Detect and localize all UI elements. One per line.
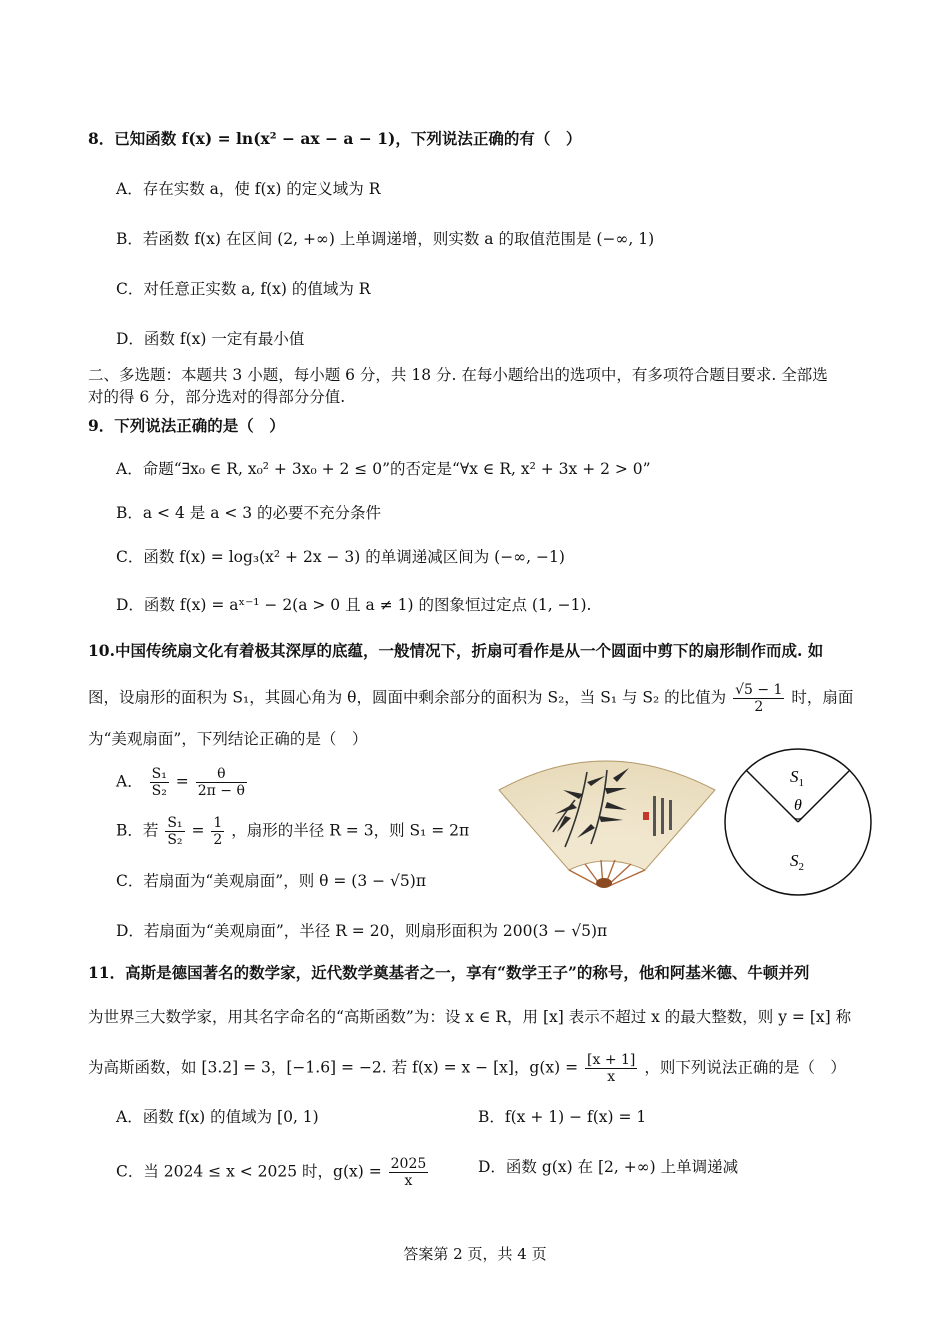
q11-option-d: D．函数 g(x) 在 [2, +∞) 上单调递减 bbox=[478, 1158, 739, 1176]
section2-heading-line2: 对的得 6 分，部分选对的得部分分值. bbox=[88, 388, 346, 406]
q10-option-b-pre: B．若 bbox=[116, 821, 159, 840]
q8-option-c: C．对任意正实数 a, f(x) 的值域为 R bbox=[116, 280, 371, 298]
q8-option-a: A．存在实数 a，使 f(x) 的定义域为 R bbox=[116, 180, 381, 198]
q8-option-d: D．函数 f(x) 一定有最小值 bbox=[116, 330, 305, 348]
q10-a-right-fraction bbox=[196, 766, 247, 799]
q11-line2: 为世界三大数学家，用其名字命名的“高斯函数”为：设 x ∈ R，用 [x] 表示不超过 x 的最大整数，则 y = [x] 称 bbox=[88, 1008, 852, 1026]
q10-b-right-fraction bbox=[211, 815, 224, 848]
q10-b-right-den: 2 bbox=[213, 832, 223, 848]
golden-ratio-fraction bbox=[733, 682, 784, 715]
q10-line2 bbox=[88, 682, 853, 715]
q11-c-num: 2025 bbox=[390, 1156, 427, 1172]
q10-b-left-den: S₂ bbox=[167, 832, 183, 848]
q11-line1: 11．高斯是德国著名的数学家，近代数学奠基者之一，享有“数学王子”的称号，他和阿基米德、牛顿并列 bbox=[88, 963, 810, 982]
q11-option-a: A．函数 f(x) 的值域为 [0, 1) bbox=[116, 1108, 319, 1126]
q10-a-left-den: S₂ bbox=[151, 783, 167, 799]
q11-line3 bbox=[88, 1052, 846, 1085]
q10-option-b-post: ，扇形的半径 R = 3，则 S₁ = 2π bbox=[231, 821, 470, 840]
q9-option-b: B．a < 4 是 a < 3 的必要不充分条件 bbox=[116, 504, 382, 522]
q8-option-b: B．若函数 f(x) 在区间 (2, +∞) 上单调递增，则实数 a 的取值范围是 (−∞, 1) bbox=[116, 230, 655, 248]
q10-a-left-fraction bbox=[150, 766, 169, 799]
q10-a-right-num: θ bbox=[196, 766, 247, 783]
q10-b-right-num: 1 bbox=[213, 815, 223, 831]
folding-fan-image bbox=[495, 752, 720, 892]
q10-line1: 10.中国传统扇文化有着极其深厚的底蕴，一般情况下，折扇可看作是从一个圆面中剪下的扇形制作而成. 如 bbox=[88, 641, 824, 660]
q10-option-a bbox=[116, 766, 249, 799]
label-s1: $S_1$ bbox=[790, 767, 804, 789]
q10-option-d: D．若扇面为“美观扇面”，半径 R = 20，则扇形面积为 200(3 − √5)π bbox=[116, 922, 608, 940]
q9-option-c: C．函数 f(x) = log₃(x² + 2x − 3) 的单调递减区间为 (−∞, −1) bbox=[116, 548, 565, 566]
q10-line2-pre: 图，设扇形的面积为 S₁，其圆心角为 θ，圆面中剩余部分的面积为 S₂，当 S₁ 与 S₂ 的比值为 bbox=[88, 688, 727, 707]
q10-option-c: C．若扇面为“美观扇面”，则 θ = (3 − √5)π bbox=[116, 872, 427, 890]
q10-a-eq: = bbox=[175, 772, 189, 791]
q11-c-fraction bbox=[389, 1156, 429, 1189]
g-definition-den: x bbox=[607, 1069, 616, 1085]
q10-option-a-label: A． bbox=[116, 772, 143, 791]
q10-b-eq: = bbox=[191, 821, 205, 840]
q10-line2-post: 时，扇面 bbox=[791, 688, 854, 707]
q10-option-b bbox=[116, 815, 469, 848]
q11-c-den: x bbox=[404, 1173, 413, 1189]
q11-option-c bbox=[116, 1156, 430, 1189]
q10-b-left-num: S₁ bbox=[167, 815, 183, 831]
label-s2: $S_2$ bbox=[790, 851, 804, 873]
section2-heading-line1: 二、多选题：本题共 3 小题，每小题 6 分，共 18 分. 在每小题给出的选项中，有多项符合题目要求. 全部选 bbox=[88, 366, 828, 384]
q10-a-right-den: 2π − θ bbox=[197, 783, 245, 799]
q9-stem: 9．下列说法正确的是（ ） bbox=[88, 416, 285, 435]
label-theta: θ bbox=[794, 797, 802, 814]
g-definition-fraction bbox=[585, 1052, 637, 1085]
g-definition-num: [x + 1] bbox=[587, 1052, 636, 1068]
q11-line3-post: ，则下列说法正确的是（ ） bbox=[644, 1058, 846, 1077]
q10-a-left-num: S₁ bbox=[151, 766, 167, 782]
q9-option-a: A．命题“∃x₀ ∈ R, x₀² + 3x₀ + 2 ≤ 0”的否定是“∀x ∈ R, x² + 3x + 2 > 0” bbox=[116, 460, 651, 478]
q11-line3-pre: 为高斯函数，如 [3.2] = 3，[−1.6] = −2. 若 f(x) = x − [x]，g(x) = bbox=[88, 1058, 579, 1077]
golden-ratio-denominator: 2 bbox=[754, 699, 764, 715]
q10-b-left-fraction bbox=[165, 815, 184, 848]
q8-stem: 8．已知函数 f(x) = ln(x² − ax − a − 1)，下列说法正确的有（ ） bbox=[88, 129, 582, 148]
q11-option-c-pre: C．当 2024 ≤ x < 2025 时，g(x) = bbox=[116, 1162, 382, 1181]
circle-sector-diagram bbox=[722, 746, 874, 898]
golden-ratio-numerator: √5 − 1 bbox=[735, 682, 783, 698]
q9-option-d: D．函数 f(x) = aˣ⁻¹ − 2(a > 0 且 a ≠ 1) 的图象恒过定点 (1, −1). bbox=[116, 596, 592, 614]
q10-line3: 为“美观扇面”，下列结论正确的是（ ） bbox=[88, 730, 368, 748]
page-footer: 答案第 2 页，共 4 页 bbox=[403, 1245, 547, 1263]
q11-option-b: B．f(x + 1) − f(x) = 1 bbox=[478, 1108, 647, 1126]
